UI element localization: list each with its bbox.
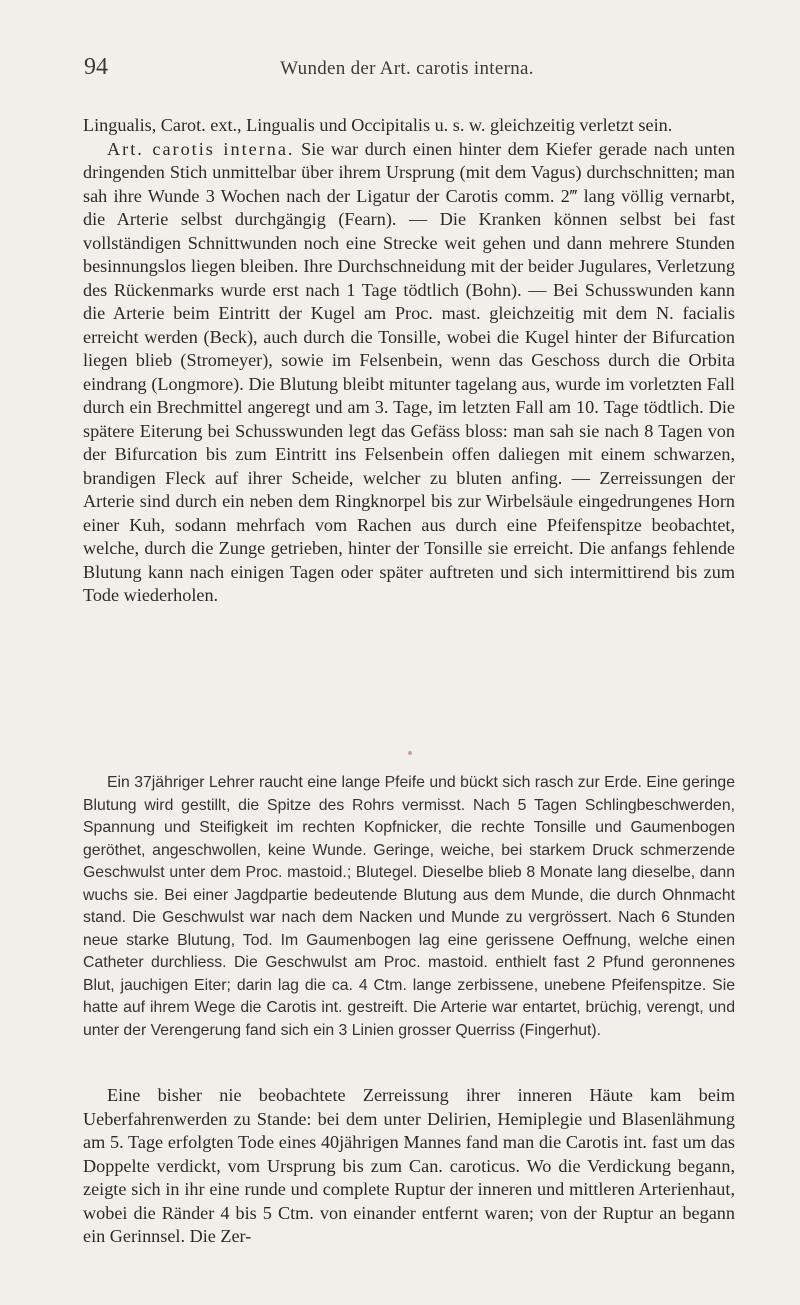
- final-text-block: [83, 1084, 735, 1249]
- case-report-block: [83, 772, 735, 1042]
- paragraph-carotis-interna: [83, 138, 735, 608]
- paragraph-intro: Lingualis, Carot. ext., Lingualis und Occipitalis u. s. w. gleichzeitig verletzt sein.: [83, 115, 673, 135]
- running-head: Wunden der Art. carotis interna.: [280, 58, 534, 79]
- case-report-paragraph: Ein 37jähriger Lehrer raucht eine lange Pfeife und bückt sich rasch zur Erde. Eine geringe Blutung wird gestillt, die Spitze des Rohrs vermisst. Nach 5 Tagen Schlingbeschwerden, Spannung und Steifigkeit im rechten Kopfnicker, die rechte Tonsille und Gaumenbogen geröthet, angeschwollen, keine Wunde. Geringe, weiche, bei starkem Druck schmerzende Geschwulst unter dem Proc. mastoid.; Blutegel. Dieselbe blieb 8 Monate lang dieselbe, dann wuchs sie. Bei einer Jagdpartie bedeutende Blutung aus dem Munde, die durch Ohnmacht stand. Die Geschwulst war nach dem Nacken und Munde zu vergrössert. Nach 6 Stunden neue starke Blutung, Tod. Im Gaumenbogen lag eine gerissene Oeffnung, welche einen Catheter durchliess. Die Geschwulst am Proc. mastoid. enthielt fast 2 Pfund geronnenes Blut, jauchigen Eiter; darin lag die ca. 4 Ctm. lange zerbissene, unebene Pfeifenspitze. Sie hatte auf ihrem Wege die Carotis int. gestreift. Die Arterie war entartet, brüchig, verengt, und unter der Verengerung fand sich ein 3 Linien grosser Querriss (Fingerhut).: [83, 774, 735, 1039]
- paragraph-rupture: Eine bisher nie beobachtete Zerreissung ihrer inneren Häute kam beim Ueberfahrenwerden zu Stande: bei dem unter Delirien, Hemiplegie und Blasenlähmung am 5. Tage erfolgten Tode eines 40jährigen Mannes fand man die Carotis int. fast um das Doppelte verdickt, vom Ursprung bis zum Can. caroticus. Wo die Verdickung begann, zeigte sich in ihr eine runde und complete Ruptur der inneren und mittleren Arterienhaut, wobei die Ränder 4 bis 5 Ctm. von einander entfernt waren; von der Ruptur an begann ein Gerinnsel. Die Zer-: [83, 1085, 735, 1246]
- page-header: [84, 54, 730, 88]
- paragraph-carotis-interna-text: Sie war durch einen hinter dem Kiefer gerade nach unten dringenden Stich unmittelbar über ihrem Ursprung (mit dem Vagus) durchschnitten; man sah ihre Wunde 3 Wochen nach der Ligatur der Carotis comm. 2‴ lang völlig vernarbt, die Arterie selbst durchgängig (Fearn). — Die Kranken können selbst bei fast vollständigen Schnittwunden noch eine Strecke weit gehen und dann mehrere Stunden besinnungslos liegen bleiben. Ihre Durchschneidung mit der beider Jugulares, Verletzung des Rückenmarks wurde erst nach 1 Tage tödtlich (Bohn). — Bei Schusswunden kann die Arterie beim Eintritt der Kugel am Proc. mast. gleichzeitig mit dem N. facialis erreicht werden (Beck), auch durch die Tonsille, wobei die Kugel hinter der Bifurcation liegen blieb (Stromeyer), sowie im Felsenbein, wenn das Geschoss durch die Orbita eindrang (Longmore). Die Blutung bleibt mitunter tagelang aus, wurde im vorletzten Fall durch ein Brechmittel angeregt und am 3. Tage, im letzten Fall am 10. Tage tödtlich. Die spätere Eiterung bei Schusswunden legt das Gefäss bloss: man sah sie nach 8 Tagen von der Bifurcation bis zum Eintritt ins Felsenbein offen daliegen mit einem schwarzen, brandigen Fleck auf ihrer Scheide, welcher zu bluten anfing. — Zerreissungen der Arterie sind durch ein neben dem Ringknorpel bis zur Wirbelsäule eingedrungenes Horn einer Kuh, sodann mehrfach vom Rachen aus durch eine Pfeifenspitze beobachtet, welche, durch die Zunge getrieben, hinter der Tonsille sie erreicht. Die anfangs fehlende Blutung kann nach einigen Tagen oder später auftreten und sich intermittirend bis zum Tode wiederholen.: [83, 138, 736, 605]
- section-lead: Art. carotis interna.: [107, 138, 295, 159]
- ink-mark: [408, 751, 412, 755]
- page-number: 94: [84, 54, 108, 80]
- main-text-block: [83, 114, 735, 608]
